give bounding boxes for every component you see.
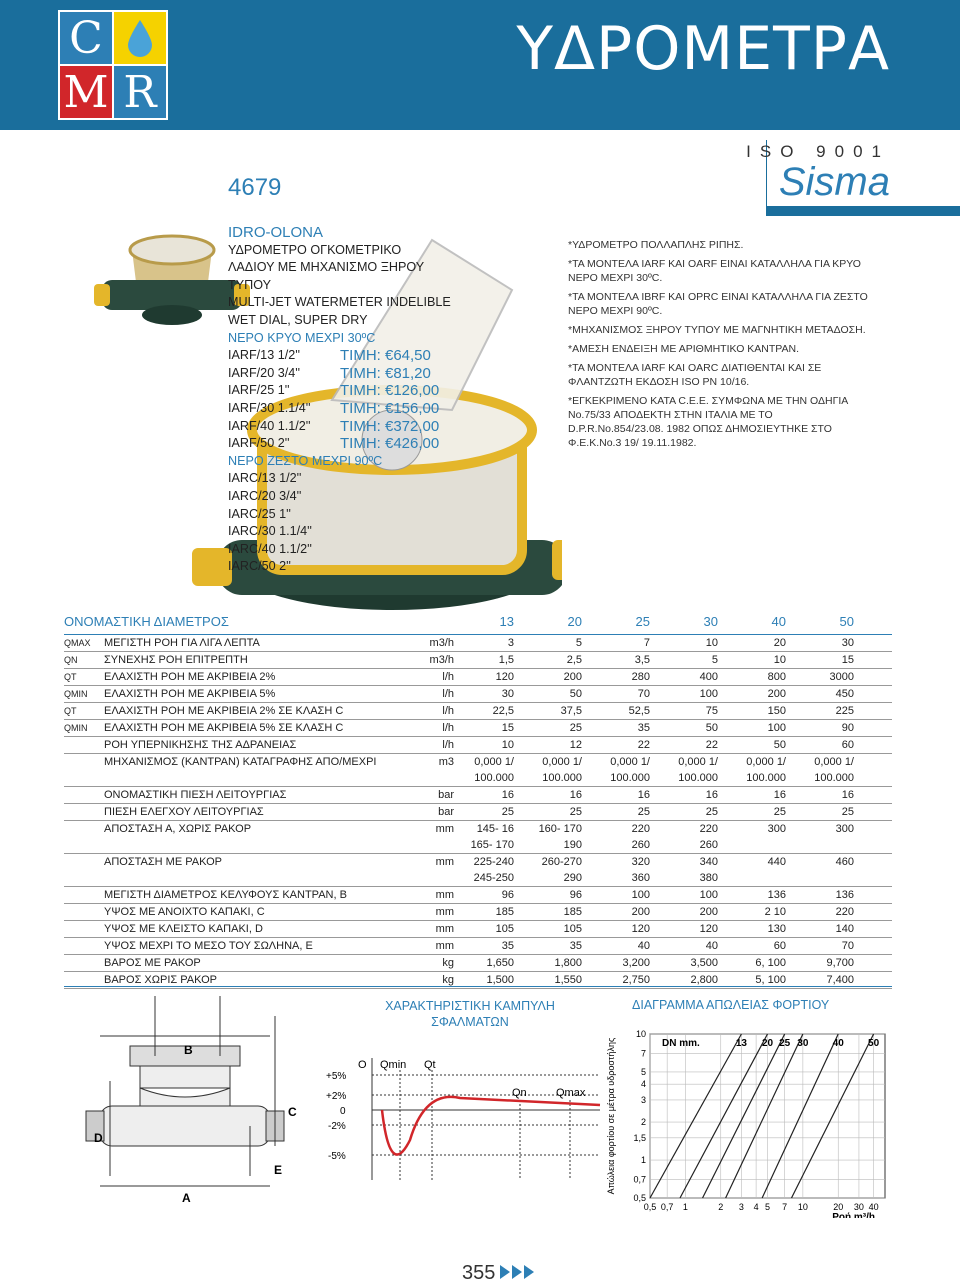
note-item: *ΥΔΡΟΜΕΤΡΟ ΠΟΛΛΑΠΛΗΣ ΡΙΠΗΣ. — [568, 239, 744, 251]
model-name: IARC/40 1.1/2'' — [228, 541, 312, 556]
spec-label: ΡΟΗ ΥΠΕΡΝΙΚΗΣΗΣ ΤΗΣ ΑΔΡΑΝΕΙΑΣ — [104, 739, 297, 751]
spec-row — [64, 686, 892, 702]
curve-ytick: -5% — [328, 1151, 346, 1162]
spec-value: 800 — [767, 671, 786, 683]
spec-value: 16 — [501, 789, 514, 801]
note-item: *ΤΑ ΜΟΝΤΕΛΑ IBRF ΚΑΙ OPRC ΕΙΝΑΙ ΚΑΤΑΛΛΗΛΑ ΓΙΑ ΖΕΣΤΟ ΝΕΡΟ ΜΕΧΡΙ 90ºC. — [568, 291, 868, 317]
model-name: IARC/20 3/4'' — [228, 488, 302, 503]
spec-value: 16 — [841, 789, 854, 801]
model-row — [228, 347, 528, 365]
y-tick-label: 10 — [635, 1029, 646, 1039]
spec-value: 2,800 — [690, 974, 718, 986]
spec-value: 90 — [841, 722, 854, 734]
series-label: 30 — [797, 1038, 809, 1049]
spec-value: 1,550 — [554, 974, 582, 986]
spec-value: 22 — [637, 739, 650, 751]
spec-value: 300 — [767, 823, 786, 835]
curve-label-qn: Qn — [512, 1087, 527, 1099]
spec-label: ΥΨΟΣ ΜΕΧΡΙ ΤΟ ΜΕΣΟ ΤΟΥ ΣΩΛΗΝΑ, Ε — [104, 940, 313, 952]
y-tick-label: 0,7 — [633, 1174, 646, 1185]
spec-value: 3,500 — [690, 957, 718, 969]
spec-value: 70 — [841, 940, 854, 952]
spec-value: 2 10 — [764, 906, 786, 918]
cold-water-heading: ΝΕΡΟ ΚΡΥΟ ΜΕΧΡΙ 30ºC — [228, 330, 376, 345]
spec-label: ΜΗΧΑΝΙΣΜΟΣ (ΚΑΝΤΡΑΝ) ΚΑΤΑΓΡΑΦΗΣ ΑΠΟ/ΜΕΧΡΙ — [104, 756, 377, 768]
spec-value: 10 — [773, 654, 786, 666]
model-row — [228, 365, 528, 383]
y-tick-label: 4 — [640, 1079, 646, 1090]
spec-row — [64, 821, 892, 853]
spec-value: 320 360 — [631, 856, 650, 884]
spec-value: 5, 100 — [755, 974, 786, 986]
spec-value: 130 — [767, 923, 786, 935]
spec-value: 25 — [501, 806, 514, 818]
spec-value: 1,500 — [486, 974, 514, 986]
spec-value: 35 — [637, 722, 650, 734]
spec-value: 10 — [705, 637, 718, 649]
spec-value: 50 — [705, 722, 718, 734]
error-curve-title-line: ΧΑΡΑΚΤΗΡΙΣΤΙΚΗ ΚΑΜΠΥΛΗ — [385, 999, 555, 1013]
spec-value: 460 — [835, 856, 854, 868]
spec-value: 30 — [501, 688, 514, 700]
x-tick-label: 1 — [682, 1202, 688, 1212]
spec-value: 3 — [507, 637, 514, 649]
dimension-drawing — [70, 996, 330, 1222]
spec-row — [64, 652, 892, 668]
spec-value: 0,000 1/ 100.000 — [814, 756, 854, 784]
spec-value: 120 — [699, 923, 718, 935]
dn-label: DN mm. — [662, 1038, 700, 1049]
spec-value: 12 — [569, 739, 582, 751]
sisma-logo: Sisma — [778, 160, 890, 204]
curve-ytick: +2% — [326, 1091, 347, 1102]
spec-header — [64, 614, 892, 635]
model-name: IARC/30 1.1/4'' — [228, 524, 312, 539]
spec-size-header: 40 — [771, 614, 786, 629]
spec-value: 220 — [835, 906, 854, 918]
product-desc: ΛΑΔΙΟΥ ΜΕ ΜΗΧΑΝΙΣΜΟ ΞΗΡΟΥ — [228, 260, 425, 275]
water-drop-icon — [114, 12, 166, 64]
spec-value: 120 — [495, 671, 514, 683]
spec-row — [64, 921, 892, 937]
spec-value: 96 — [501, 889, 514, 901]
spec-value: 1,5 — [498, 654, 514, 666]
spec-value: 60 — [773, 940, 786, 952]
series-line — [791, 1034, 873, 1198]
spec-value: 25 — [705, 806, 718, 818]
spec-value: 35 — [501, 940, 514, 952]
spec-value: 30 — [841, 637, 854, 649]
product-code: 4679 — [228, 174, 282, 201]
spec-label: ΑΠΟΣΤΑΣΗ Α, ΧΩΡΙΣ ΡΑΚΟΡ — [104, 823, 252, 835]
spec-row — [64, 737, 892, 753]
spec-value: 25 — [841, 806, 854, 818]
series-label: 50 — [868, 1038, 880, 1049]
spec-value: 20 — [773, 637, 786, 649]
spec-value: 37,5 — [560, 705, 582, 717]
spec-unit: mm — [435, 889, 454, 901]
page-number: 355 — [462, 1262, 496, 1284]
spec-value: 16 — [569, 789, 582, 801]
spec-value: 6, 100 — [755, 957, 786, 969]
divider — [64, 986, 892, 987]
spec-value: 15 — [501, 722, 514, 734]
spec-value: 5 — [575, 637, 582, 649]
x-tick-label: 0,7 — [660, 1202, 674, 1212]
next-arrows-icon — [500, 1263, 544, 1286]
error-curve-title — [360, 998, 580, 1030]
curve-label-o: O — [358, 1059, 367, 1071]
curve-ytick: 0 — [340, 1106, 346, 1117]
spec-value: 105 — [495, 923, 514, 935]
series-line — [650, 1034, 741, 1198]
spec-value: 2,5 — [566, 654, 582, 666]
spec-label: ΜΕΓΙΣΤΗ ΔΙΑΜΕΤΡΟΣ ΚΕΛΥΦΟΥΣ ΚΑΝΤΡΑΝ, Β — [104, 889, 347, 901]
spec-value: 440 — [767, 856, 786, 868]
model-row — [228, 400, 528, 418]
x-tick-label: 30 — [853, 1202, 864, 1212]
spec-value: 7,400 — [826, 974, 854, 986]
spec-value: 3000 — [829, 671, 854, 683]
spec-value: 70 — [637, 688, 650, 700]
spec-table — [64, 614, 892, 989]
x-tick-label: 2 — [718, 1202, 724, 1212]
spec-label: ΒΑΡΟΣ ΧΩΡΙΣ ΡΑΚΟΡ — [104, 974, 217, 986]
x-tick-label: 7 — [782, 1202, 788, 1212]
spec-label: ΒΑΡΟΣ ΜΕ ΡΑΚΟΡ — [104, 957, 201, 969]
series-line — [703, 1034, 785, 1198]
model-price: ΤΙΜΗ: €126,00 — [340, 382, 440, 400]
model-name: IARF/25 1'' — [228, 383, 290, 398]
curve-ytick: +5% — [326, 1071, 347, 1082]
spec-value: 136 — [835, 889, 854, 901]
spec-row — [64, 804, 892, 820]
y-tick-label: 7 — [640, 1048, 646, 1059]
spec-row — [64, 635, 892, 651]
spec-label: ΕΛΑΧΙΣΤΗ ΡΟΗ ΜΕ ΑΚΡΙΒΕΙΑ 2% ΣΕ ΚΛΑΣΗ C — [104, 705, 344, 717]
spec-unit: mm — [435, 906, 454, 918]
series-label: 20 — [761, 1038, 774, 1049]
spec-symbol: QT — [64, 672, 77, 682]
spec-value: 2,750 — [622, 974, 650, 986]
spec-value: 40 — [637, 940, 650, 952]
spec-unit: l/h — [442, 722, 454, 734]
spec-symbol: QMIN — [64, 723, 88, 733]
spec-value: 15 — [841, 654, 854, 666]
x-tick-label: 10 — [797, 1202, 808, 1212]
spec-value: 200 — [767, 688, 786, 700]
spec-value: 25 — [637, 806, 650, 818]
spec-size-header: 25 — [635, 614, 650, 629]
x-tick-label: 20 — [833, 1202, 844, 1212]
y-tick-label: 5 — [640, 1066, 646, 1077]
spec-unit: mm — [435, 923, 454, 935]
product-name: IDRO-OLONA — [228, 224, 324, 241]
spec-row — [64, 887, 892, 903]
spec-label: ΣΥΝΕΧΗΣ ΡΟΗ ΕΠΙΤΡΕΠΤΗ — [104, 654, 248, 666]
y-tick-label: 1,5 — [633, 1132, 646, 1143]
y-axis-label: Απώλεια φορτίου σε μέτρα υδροστήλης — [606, 1037, 616, 1195]
iso-label: ISO 9001 — [746, 142, 890, 161]
series-line — [680, 1034, 768, 1198]
curve-label-qmax: Qmax — [556, 1087, 586, 1099]
spec-row — [64, 854, 892, 886]
row-divider — [64, 988, 892, 989]
spec-value: 5 — [711, 654, 718, 666]
error-curve-chart — [320, 1050, 610, 1190]
x-tick-label: 5 — [764, 1202, 771, 1212]
spec-row — [64, 955, 892, 971]
spec-unit: m3/h — [429, 654, 454, 666]
spec-row — [64, 754, 892, 786]
x-tick-label: 40 — [868, 1202, 879, 1212]
y-tick-label: 1 — [640, 1155, 646, 1166]
model-price: ΤΙΜΗ: €372,00 — [340, 417, 440, 435]
spec-label: ΟΝΟΜΑΣΤΙΚΗ ΠΙΕΣΗ ΛΕΙΤΟΥΡΓΙΑΣ — [104, 789, 287, 801]
spec-label: ΕΛΑΧΙΣΤΗ ΡΟΗ ΜΕ ΑΚΡΙΒΕΙΑ 2% — [104, 671, 276, 683]
spec-value: 136 — [767, 889, 786, 901]
model-price: ΤΙΜΗ: €64,50 — [340, 347, 431, 365]
dim-b: B — [184, 1043, 193, 1057]
spec-symbol: QN — [64, 655, 78, 665]
spec-value: 75 — [705, 705, 718, 717]
spec-symbol: QMIN — [64, 689, 88, 699]
divider — [766, 206, 960, 216]
spec-value: 100 — [767, 722, 786, 734]
spec-unit: mm — [435, 823, 454, 835]
spec-value: 50 — [569, 688, 582, 700]
spec-value: 200 — [631, 906, 650, 918]
spec-value: 25 — [569, 806, 582, 818]
spec-value: 300 — [835, 823, 854, 835]
model-price: ΤΙΜΗ: €81,20 — [340, 364, 431, 382]
hot-water-heading: ΝΕΡΟ ΖΕΣΤΟ ΜΕΧΡΙ 90ºC — [228, 453, 383, 468]
spec-label: ΠΙΕΣΗ ΕΛΕΓΧΟΥ ΛΕΙΤΟΥΡΓΙΑΣ — [104, 806, 264, 818]
spec-value: 35 — [569, 940, 582, 952]
spec-row — [64, 703, 892, 719]
spec-value: 22,5 — [492, 705, 514, 717]
series-line — [762, 1034, 838, 1198]
spec-value: 16 — [705, 789, 718, 801]
curve-label-qmin: Qmin — [380, 1059, 407, 1071]
spec-value: 120 — [631, 923, 650, 935]
spec-value: 145- 16 165- 170 — [470, 823, 514, 851]
spec-unit: bar — [438, 789, 454, 801]
y-tick-label: 2 — [640, 1117, 646, 1128]
spec-size-header: 50 — [839, 614, 854, 629]
spec-value: 260-270 290 — [541, 856, 582, 884]
spec-value: 9,700 — [826, 957, 854, 969]
spec-row — [64, 720, 892, 736]
spec-size-header: 30 — [703, 614, 718, 629]
spec-value: 140 — [835, 923, 854, 935]
model-name: IARF/50 2'' — [228, 436, 290, 451]
model-price: ΤΙΜΗ: €426,00 — [340, 435, 440, 453]
model-name: IARC/50 2'' — [228, 559, 291, 574]
spec-value: 220 260 — [631, 823, 650, 851]
product-desc: WET DIAL, SUPER DRY — [228, 312, 368, 327]
model-name: IARF/30 1.1/4'' — [228, 400, 311, 415]
spec-unit: mm — [435, 856, 454, 868]
model-row — [228, 435, 528, 453]
spec-row — [64, 904, 892, 920]
product-desc: ΥΔΡΟΜΕΤΡΟ ΟΓΚΟΜΕΤΡΙΚΟ — [228, 242, 402, 257]
spec-unit: m3/h — [429, 637, 454, 649]
model-name: IARF/13 1/2'' — [228, 348, 301, 363]
spec-value: 10 — [501, 739, 514, 751]
note-item: *ΤΑ ΜΟΝΤΕΛΑ IARF ΚΑΙ OARC ΔΙΑΤΙΘΕΝΤΑΙ ΚΑΙ ΣΕ ΦΛΑΝΤΖΩΤΗ ΕΚΔΟΣΗ ISO PN 10/16. — [568, 362, 822, 388]
spec-header-label: ΟΝΟΜΑΣΤΙΚΗ ΔΙΑΜΕΤΡΟΣ — [64, 614, 229, 629]
spec-value: 280 — [631, 671, 650, 683]
spec-size-header: 13 — [499, 614, 514, 629]
spec-row — [64, 787, 892, 803]
spec-unit: l/h — [442, 671, 454, 683]
spec-value: 100 — [699, 688, 718, 700]
spec-value: 16 — [637, 789, 650, 801]
spec-value: 185 — [495, 906, 514, 918]
spec-unit: kg — [442, 957, 454, 969]
spec-label: ΕΛΑΧΙΣΤΗ ΡΟΗ ΜΕ ΑΚΡΙΒΕΙΑ 5% ΣΕ ΚΛΑΣΗ C — [104, 722, 344, 734]
spec-label: ΥΨΟΣ ΜΕ ΑΝΟΙΧΤΟ ΚΑΠΑΚΙ, C — [104, 906, 265, 918]
curve-ytick: -2% — [328, 1121, 346, 1132]
pressure-loss-title: ΔΙΑΓΡΑΜΜΑ ΑΠΩΛΕΙΑΣ ΦΟΡΤΙΟΥ — [632, 998, 830, 1012]
spec-value: 22 — [705, 739, 718, 751]
spec-value: 100 — [699, 889, 718, 901]
series-line — [726, 1034, 803, 1198]
spec-value: 96 — [569, 889, 582, 901]
model-price: ΤΙΜΗ: €156,00 — [340, 399, 440, 417]
spec-value: 52,5 — [628, 705, 650, 717]
logo-letter-c: C — [60, 12, 112, 64]
model-name: IARF/20 3/4'' — [228, 365, 301, 380]
model-name: IARC/13 1/2'' — [228, 471, 302, 486]
x-axis-label: Ροή m³/h — [832, 1212, 875, 1218]
spec-label: ΥΨΟΣ ΜΕ ΚΛΕΙΣΤΟ ΚΑΠΑΚΙ, D — [104, 923, 263, 935]
note-item: *ΤΑ ΜΟΝΤΕΛΑ IARF ΚΑΙ OARF ΕΙΝΑΙ ΚΑΤΑΛΛΗΛΑ ΓΙΑ ΚΡΥΟ ΝΕΡΟ ΜΕΧΡΙ 30ºC. — [568, 258, 861, 284]
spec-value: 7 — [643, 637, 650, 649]
spec-symbol: QT — [64, 706, 77, 716]
product-desc: ΤΥΠΟΥ — [228, 277, 271, 292]
spec-value: 0,000 1/ 100.000 — [678, 756, 718, 784]
spec-value: 185 — [563, 906, 582, 918]
spec-unit: l/h — [442, 739, 454, 751]
spec-value: 16 — [773, 789, 786, 801]
model-row — [228, 418, 528, 436]
spec-value: 150 — [767, 705, 786, 717]
pressure-loss-chart — [600, 1018, 900, 1218]
model-row — [228, 382, 528, 400]
spec-row — [64, 669, 892, 685]
error-curve-title-line: ΣΦΑΛΜΑΤΩΝ — [431, 1015, 509, 1029]
y-tick-label: 0,5 — [633, 1193, 646, 1203]
note-item: *ΕΓΚΕΚΡΙΜΕΝΟ ΚΑΤΑ C.E.E. ΣΥΜΦΩΝΑ ΜΕ ΤΗΝ ΟΔΗΓΙΑ No.75/33 ΑΠΟΔΕΚΤΗ ΣΤΗΝ ΙΤΑΛΙΑ ΜΕ ΤΟ D.P.R.No.854/23.08. 1982 ΟΠΩΣ ΔΗΜΟΣΙΕΥΤΗΚΕ ΣΤΟ Φ.Ε.Κ.No.3 19/ 19.11.1982. — [568, 395, 848, 449]
x-tick-label: 3 — [738, 1202, 744, 1212]
spec-value: 0,000 1/ 100.000 — [746, 756, 786, 784]
spec-row — [64, 938, 892, 954]
curve-label-qt: Qt — [424, 1059, 436, 1071]
spec-value: 50 — [773, 739, 786, 751]
series-label: 25 — [779, 1038, 791, 1049]
note-item: *ΑΜΕΣΗ ΕΝΔΕΙΞΗ ΜΕ ΑΡΙΘΜΗΤΙΚΟ ΚΑΝΤΡΑΝ. — [568, 343, 800, 355]
notes-list — [568, 238, 868, 455]
logo-letter-r: R — [114, 66, 166, 118]
spec-symbol: QMAX — [64, 638, 91, 648]
logo-letter-m: M — [60, 66, 112, 118]
spec-value: 225-240 245-250 — [473, 856, 514, 884]
spec-unit: l/h — [442, 688, 454, 700]
dim-c: C — [288, 1105, 297, 1119]
spec-label: ΜΕΓΙΣΤΗ ΡΟΗ ΓΙΑ ΛΙΓΑ ΛΕΠΤΑ — [104, 637, 260, 649]
spec-unit: bar — [438, 806, 454, 818]
spec-value: 1,800 — [554, 957, 582, 969]
spec-value: 340 380 — [699, 856, 718, 884]
spec-value: 200 — [563, 671, 582, 683]
spec-value: 60 — [841, 739, 854, 751]
spec-value: 3,5 — [634, 654, 650, 666]
spec-value: 40 — [705, 940, 718, 952]
product-desc: MULTI-JET WATERMETER INDELIBLE — [228, 295, 451, 310]
spec-unit: mm — [435, 940, 454, 952]
series-label: 13 — [735, 1038, 747, 1049]
spec-unit: kg — [442, 974, 454, 986]
spec-value: 105 — [563, 923, 582, 935]
series-label: 40 — [832, 1038, 844, 1049]
dim-a: A — [182, 1191, 191, 1205]
spec-value: 400 — [699, 671, 718, 683]
spec-value: 225 — [835, 705, 854, 717]
spec-value: 0,000 1/ 100.000 — [542, 756, 582, 784]
y-tick-label: 3 — [640, 1094, 646, 1105]
spec-value: 1,650 — [486, 957, 514, 969]
model-name: IARC/25 1'' — [228, 506, 291, 521]
spec-value: 25 — [569, 722, 582, 734]
product-info — [228, 224, 528, 576]
spec-unit: m3 — [438, 756, 454, 768]
spec-value: 0,000 1/ 100.000 — [474, 756, 514, 784]
spec-value: 450 — [835, 688, 854, 700]
spec-value: 100 — [631, 889, 650, 901]
dim-e: E — [274, 1163, 283, 1177]
page-title: ΥΔΡΟΜΕΤΡΑ — [516, 14, 890, 84]
spec-unit: l/h — [442, 705, 454, 717]
spec-size-header: 20 — [567, 614, 582, 629]
dim-d: D — [94, 1131, 103, 1145]
x-tick-label: 0,5 — [643, 1202, 657, 1212]
spec-value: 3,200 — [622, 957, 650, 969]
spec-label: ΑΠΟΣΤΑΣΗ ΜΕ ΡΑΚΟΡ — [104, 856, 222, 868]
x-tick-label: 4 — [753, 1202, 759, 1212]
spec-value: 25 — [773, 806, 786, 818]
cmr-logo — [58, 10, 168, 120]
spec-value: 220 260 — [699, 823, 718, 851]
spec-label: ΕΛΑΧΙΣΤΗ ΡΟΗ ΜΕ ΑΚΡΙΒΕΙΑ 5% — [104, 688, 276, 700]
note-item: *ΜΗΧΑΝΙΣΜΟΣ ΞΗΡΟΥ ΤΥΠΟΥ ΜΕ ΜΑΓΝΗΤΙΚΗ ΜΕΤΑΔΟΣΗ. — [568, 324, 866, 336]
spec-value: 0,000 1/ 100.000 — [610, 756, 650, 784]
model-name: IARF/40 1.1/2'' — [228, 418, 311, 433]
spec-value: 160- 170 190 — [538, 823, 582, 851]
spec-value: 200 — [699, 906, 718, 918]
